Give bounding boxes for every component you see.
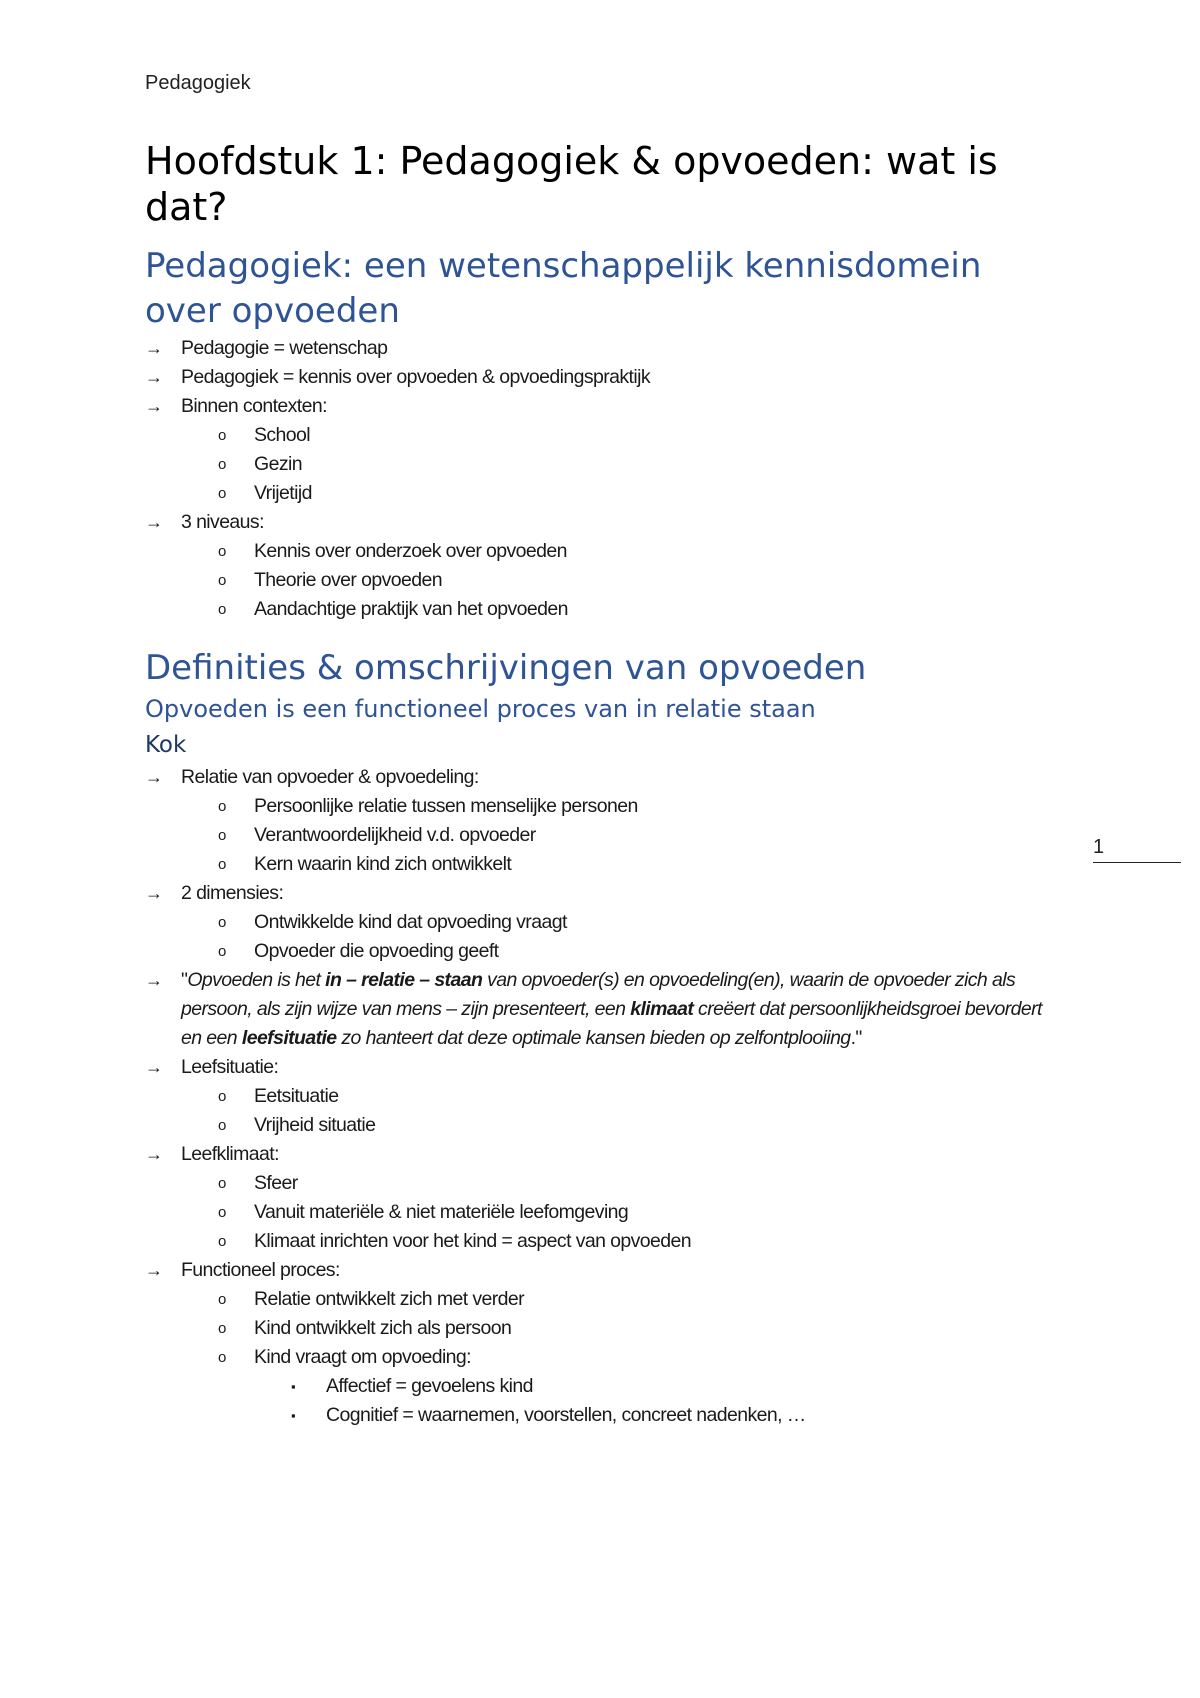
list-item: o Vrijheid situatie bbox=[145, 1111, 1065, 1140]
list-item: → Relatie van opvoeder & opvoedeling: bbox=[145, 763, 1065, 792]
list-item: → Functioneel proces: bbox=[145, 1256, 1065, 1285]
circle-bullet-icon: o bbox=[218, 1320, 226, 1337]
arrow-icon: → bbox=[145, 512, 163, 532]
circle-bullet-icon: o bbox=[218, 601, 226, 618]
list-item: o Sfeer bbox=[145, 1169, 1065, 1198]
list-item: → Leefklimaat: bbox=[145, 1140, 1065, 1169]
list-item: o Persoonlijke relatie tussen menselijke personen bbox=[145, 792, 1065, 821]
list-item: o Gezin bbox=[145, 450, 1065, 479]
definition-quote: → "Opvoeden is het in – relatie – staan van opvoeder(s) en opvoedeling(en), waarin de opvoeder zich als persoon, als zijn wijze van mens – zijn presenteert, een klimaat creëert dat persoonlijkheidsgroei bevordert en een leefsituatie zo hanteert dat deze optimale kansen bieden op zelfontplooiing." bbox=[145, 966, 1065, 1053]
list-item: → 3 niveaus: bbox=[145, 508, 1065, 537]
list-item: o Ontwikkelde kind dat opvoeding vraagt bbox=[145, 908, 1065, 937]
circle-bullet-icon: o bbox=[218, 543, 226, 560]
arrow-icon: → bbox=[145, 767, 163, 787]
arrow-icon: → bbox=[145, 338, 163, 358]
document-body bbox=[145, 138, 1065, 1430]
arrow-icon: → bbox=[145, 367, 163, 387]
list-item: ▪ Cognitief = waarnemen, voorstellen, concreet nadenken, … bbox=[145, 1401, 1065, 1430]
subsubsection-title: Kok bbox=[145, 732, 187, 758]
list-item: → Pedagogiek = kennis over opvoeden & opvoedingspraktijk bbox=[145, 363, 1065, 392]
list-item: o Kind ontwikkelt zich als persoon bbox=[145, 1314, 1065, 1343]
circle-bullet-icon: o bbox=[218, 856, 226, 873]
circle-bullet-icon: o bbox=[218, 1204, 226, 1221]
list-item: o Kind vraagt om opvoeding: bbox=[145, 1343, 1065, 1372]
circle-bullet-icon: o bbox=[218, 1291, 226, 1308]
arrow-icon: → bbox=[145, 396, 163, 416]
list-item: → Binnen contexten: bbox=[145, 392, 1065, 421]
circle-bullet-icon: o bbox=[218, 1349, 226, 1366]
list-item: o Kennis over onderzoek over opvoeden bbox=[145, 537, 1065, 566]
page-header: Pedagogiek bbox=[145, 72, 251, 94]
circle-bullet-icon: o bbox=[218, 1175, 226, 1192]
circle-bullet-icon: o bbox=[218, 1088, 226, 1105]
list-item: o Aandachtige praktijk van het opvoeden bbox=[145, 595, 1065, 624]
list-item: o Eetsituatie bbox=[145, 1082, 1065, 1111]
list-item: o Vrijetijd bbox=[145, 479, 1065, 508]
list-item: o Theorie over opvoeden bbox=[145, 566, 1065, 595]
footnote-number: 1 bbox=[1093, 836, 1105, 858]
chapter-title: Hoofdstuk 1: Pedagogiek & opvoeden: wat is dat? bbox=[145, 139, 998, 229]
list-item: → Pedagogie = wetenschap bbox=[145, 334, 1065, 363]
circle-bullet-icon: o bbox=[218, 485, 226, 502]
circle-bullet-icon: o bbox=[218, 914, 226, 931]
list-item: o Vanuit materiële & niet materiële leefomgeving bbox=[145, 1198, 1065, 1227]
arrow-icon: → bbox=[145, 1057, 163, 1077]
section-title-pedagogiek: Pedagogiek: een wetenschappelijk kennisdomein over opvoeden bbox=[145, 246, 982, 331]
square-bullet-icon: ▪ bbox=[291, 1379, 296, 1394]
circle-bullet-icon: o bbox=[218, 943, 226, 960]
list-item: ▪ Affectief = gevoelens kind bbox=[145, 1372, 1065, 1401]
list-item: → Leefsituatie: bbox=[145, 1053, 1065, 1082]
section-title-definities: Definities & omschrijvingen van opvoeden bbox=[145, 648, 867, 688]
list-item: o Klimaat inrichten voor het kind = aspect van opvoeden bbox=[145, 1227, 1065, 1256]
list-item: o School bbox=[145, 421, 1065, 450]
arrow-icon: → bbox=[145, 970, 163, 990]
list-item: o Relatie ontwikkelt zich met verder bbox=[145, 1285, 1065, 1314]
list-item: → 2 dimensies: bbox=[145, 879, 1065, 908]
circle-bullet-icon: o bbox=[218, 427, 226, 444]
arrow-icon: → bbox=[145, 1144, 163, 1164]
list-item: o Kern waarin kind zich ontwikkelt bbox=[145, 850, 1065, 879]
circle-bullet-icon: o bbox=[218, 798, 226, 815]
square-bullet-icon: ▪ bbox=[291, 1408, 296, 1423]
circle-bullet-icon: o bbox=[218, 827, 226, 844]
circle-bullet-icon: o bbox=[218, 1233, 226, 1250]
list-item: o Opvoeder die opvoeding geeft bbox=[145, 937, 1065, 966]
circle-bullet-icon: o bbox=[218, 572, 226, 589]
footnote-underline bbox=[1093, 862, 1181, 863]
subsection-title: Opvoeden is een functioneel proces van in relatie staan bbox=[145, 695, 816, 723]
circle-bullet-icon: o bbox=[218, 1117, 226, 1134]
arrow-icon: → bbox=[145, 1260, 163, 1280]
list-item: o Verantwoordelijkheid v.d. opvoeder bbox=[145, 821, 1065, 850]
circle-bullet-icon: o bbox=[218, 456, 226, 473]
arrow-icon: → bbox=[145, 883, 163, 903]
